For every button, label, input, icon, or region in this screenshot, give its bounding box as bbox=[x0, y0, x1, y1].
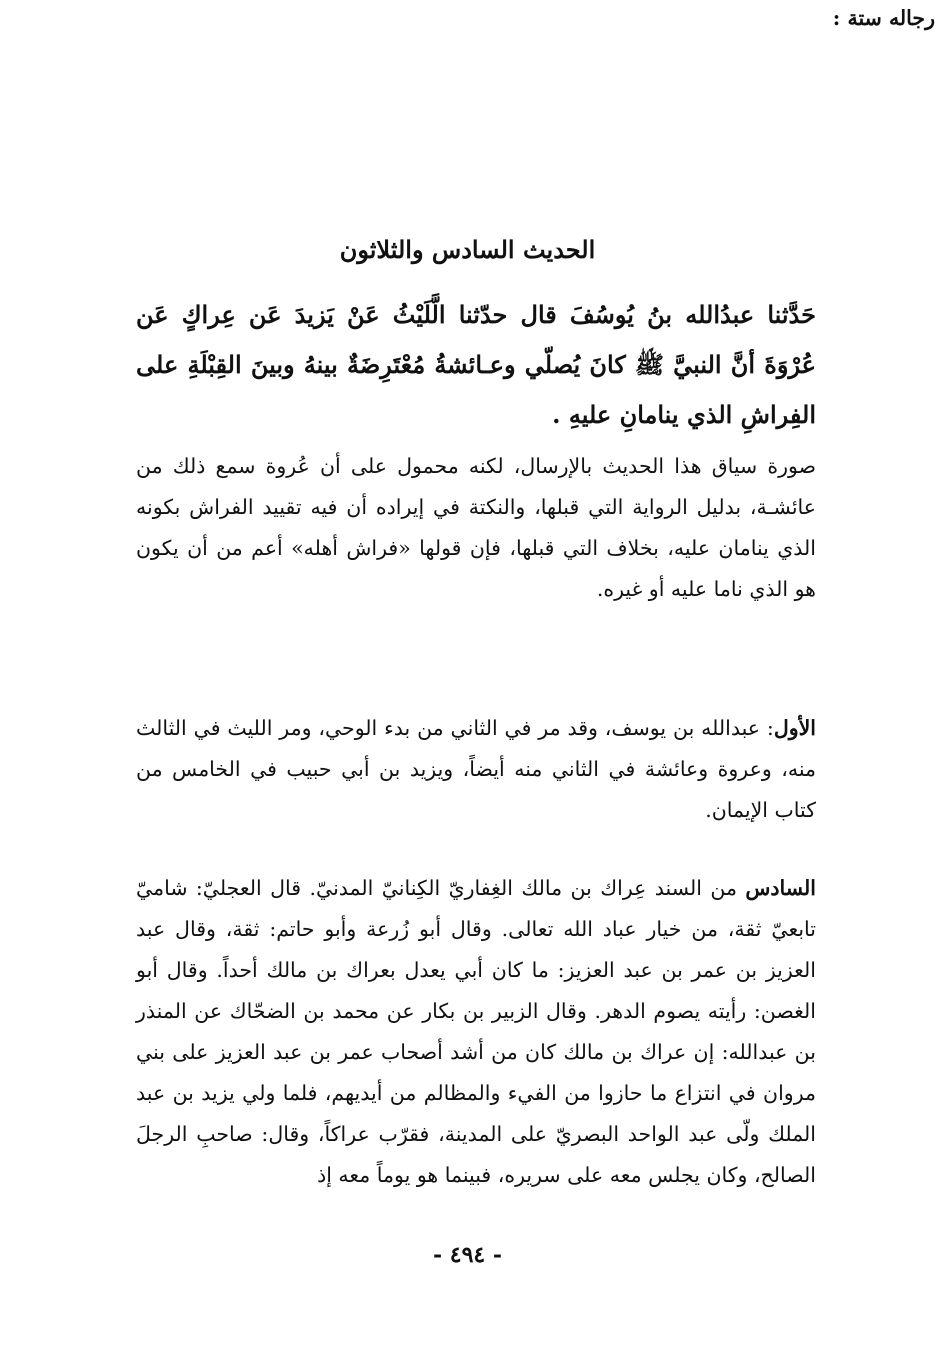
narrator-first-text: : عبدالله بن يوسف، وقد مر في الثاني من بدء الوحي، ومر الليث في الثالث منه، وعروة وعائشة في الثاني منه أيضاً، ويزيد بن أبي حبيب في الخامس من كتاب الإيمان. bbox=[136, 716, 816, 822]
hadith-text: حَدَّثنا عبدُالله بنُ يُوسُفَ قال حدّثنا الَّلَيْثُ عَنْ يَزيدَ عَن عِراكٍ عَن عُرْوَةَ أنَّ النبيَّ ﷺ كانَ يُصلّي وعـائشةُ مُعْتَرِضَةٌ بينهُ وبينَ القِبْلَةِ على الفِراشِ الذي ينامانِ عليهِ . bbox=[136, 300, 816, 429]
narrator-sixth-label: السادس bbox=[745, 876, 816, 900]
hadith-heading: الحديث السادس والثلاثون bbox=[339, 235, 596, 264]
narrator-first-paragraph bbox=[136, 708, 816, 831]
narrator-sixth-paragraph bbox=[136, 868, 816, 1196]
page-number: - ٤٩٤ - bbox=[432, 1242, 503, 1268]
commentary-paragraph: صورة سياق هذا الحديث بالإرسال، لكنه محمول على أن عُروة سمع ذلك من عائشـة، بدليل الرواية التي قبلها، والنكتة في إيراده أن فيه تقييد الفراش بكونه الذي ينامان عليه، بخلاف التي قبلها، فإن قولها «فراش أهله» أعم من أن يكون هو الذي ناما عليه أو غيره. bbox=[136, 454, 816, 601]
narrators-heading: رجاله ستة : bbox=[832, 6, 935, 30]
narrator-sixth-text: من السند عِراك بن مالك الغِفاريّ الكِنانيّ المدنيّ. قال العجليّ: شاميّ تابعيّ ثقة، من خيار عباد الله تعالى. وقال أبو زُرعة وأبو حاتم: ثقة، وقال عبد العزيز بن عمر بن عبد العزيز: ما كان أبي يعدل بعراك بن مالك أحداً. وقال أبو الغصن: رأيته يصوم الدهر. وقال الزبير بن بكار عن محمد بن الضحّاك عن المنذر بن عبدالله: إن عراك بن مالك كان من أشد أصحاب عمر بن عبد العزيز على بني مروان في انتزاع ما حازوا من الفيء والمظالم من أيديهم، فلما ولي يزيد بن عبد الملك ولّى عبد الواحد البصريّ على المدينة، فقرّب عراكاً، وقال: صاحبِ الرجلَ الصالح، وكان يجلس معه على سريره، فبينما هو يوماً معه إذ bbox=[136, 876, 816, 1187]
narrator-first-label: الأول bbox=[773, 716, 816, 740]
